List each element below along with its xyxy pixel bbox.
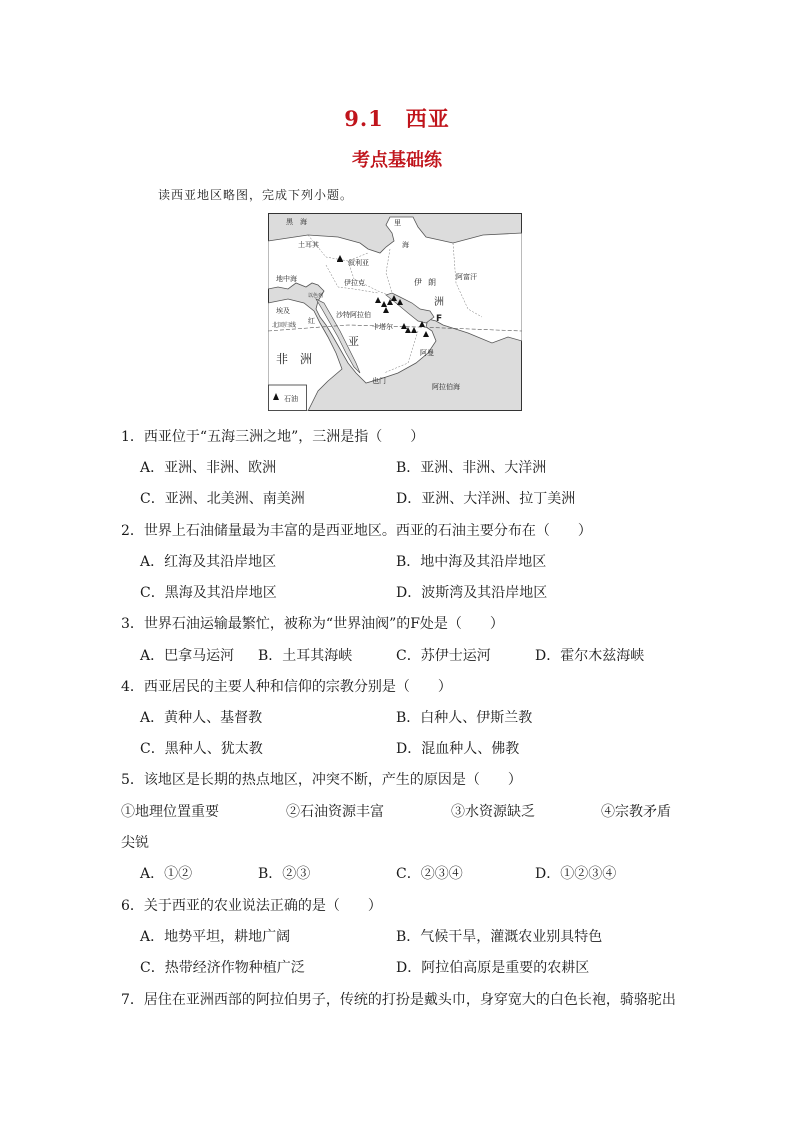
q3-option-c[interactable]: C．苏伊士运河 — [396, 648, 491, 664]
q5-item-4-cont: 尖锐 — [121, 835, 149, 851]
question-2: 2．世界上石油储量最为丰富的是西亚地区。西亚的石油主要分布在（ ） — [121, 523, 592, 539]
label-iraq: 伊拉克 — [344, 279, 365, 287]
label-arabian-sea: 阿拉伯海 — [432, 383, 460, 391]
q5-item-1: ①地理位置重要 — [121, 804, 219, 820]
q5-item-3: ③水资源缺乏 — [451, 804, 535, 820]
page-title: 9.1 西亚 — [344, 106, 450, 131]
question-7: 7．居住在亚洲西部的阿拉伯男子，传统的打扮是戴头巾，身穿宽大的白色长袍，骑骆驼出 — [121, 992, 676, 1008]
q6-option-d[interactable]: D．阿拉伯高原是重要的农耕区 — [396, 960, 590, 976]
q5-item-2: ②石油资源丰富 — [286, 804, 384, 820]
label-caspian: 里 — [394, 219, 401, 227]
map-legend — [269, 385, 307, 411]
q1-option-a[interactable]: A．亚洲、非洲、欧洲 — [140, 460, 277, 476]
q5-option-d[interactable]: D．①②③④ — [535, 866, 617, 882]
label-iran1: 伊 — [414, 278, 422, 287]
intro-text: 读西亚地区略图，完成下列小题。 — [158, 188, 354, 202]
label-red-sea: 红 — [308, 317, 315, 325]
label-iran2: 朗 — [428, 278, 436, 287]
label-tropic: 北回归线 — [272, 322, 297, 329]
question-6: 6．关于西亚的农业说法正确的是（ ） — [121, 898, 382, 914]
q2-option-c[interactable]: C．黑海及其沿岸地区 — [140, 585, 277, 601]
label-black-sea: 黑 海 — [286, 218, 307, 226]
label-asia-small: 洲 — [434, 297, 444, 308]
question-1: 1．西亚位于“五海三洲之地”，三洲是指（ ） — [121, 429, 425, 445]
q4-option-d[interactable]: D．混血种人、佛教 — [396, 741, 520, 757]
page-subtitle: 考点基础练 — [352, 150, 442, 171]
q6-option-a[interactable]: A．地势平坦，耕地广阔 — [140, 929, 291, 945]
label-syria: 叙利亚 — [348, 259, 369, 267]
label-mediterranean: 地中海 — [276, 275, 297, 283]
q5-item-4: ④宗教矛盾 — [601, 804, 671, 820]
label-egypt: 埃及 — [276, 307, 290, 315]
q3-option-d[interactable]: D．霍尔木兹海峡 — [535, 648, 645, 664]
q2-option-b[interactable]: B．地中海及其沿岸地区 — [396, 554, 547, 570]
q6-option-b[interactable]: B．气候干旱，灌溉农业别具特色 — [396, 929, 603, 945]
q4-option-b[interactable]: B．白种人、伊斯兰教 — [396, 710, 533, 726]
question-4: 4．西亚居民的主要人种和信仰的宗教分别是（ ） — [121, 679, 452, 695]
label-asia-big: 亚 — [348, 335, 359, 348]
q3-option-a[interactable]: A．巴拿马运河 — [140, 648, 235, 664]
q6-option-c[interactable]: C．热带经济作物种植广泛 — [140, 960, 305, 976]
q2-option-d[interactable]: D．波斯湾及其沿岸地区 — [396, 585, 548, 601]
label-caspian2: 海 — [402, 241, 409, 249]
label-saudi: 沙特阿拉伯 — [336, 311, 371, 319]
q1-option-d[interactable]: D．亚洲、大洋洲、拉丁美洲 — [396, 491, 576, 507]
q4-option-c[interactable]: C．黑种人、犹太教 — [140, 741, 263, 757]
q5-option-b[interactable]: B．②③ — [258, 866, 311, 882]
west-asia-map — [268, 213, 522, 411]
label-afghanistan: 阿富汗 — [456, 273, 477, 281]
q1-option-b[interactable]: B．亚洲、非洲、大洋洲 — [396, 460, 547, 476]
label-f: F — [436, 314, 443, 324]
q2-option-a[interactable]: A．红海及其沿岸地区 — [140, 554, 277, 570]
q3-option-b[interactable]: B．土耳其海峡 — [258, 648, 353, 664]
label-turkey: 土耳其 — [298, 241, 319, 249]
label-africa: 非 洲 — [276, 352, 313, 366]
label-qatar: 卡塔尔 — [372, 323, 393, 331]
q1-option-c[interactable]: C．亚洲、北美洲、南美洲 — [140, 491, 305, 507]
q4-option-a[interactable]: A．黄种人、基督教 — [140, 710, 263, 726]
legend-label: 石油 — [284, 395, 298, 403]
question-5: 5．该地区是长期的热点地区，冲突不断，产生的原因是（ ） — [121, 772, 522, 788]
label-yemen: 也门 — [372, 377, 386, 385]
q5-option-c[interactable]: C．②③④ — [396, 866, 463, 882]
label-israel: 以色列 — [308, 293, 324, 299]
label-oman: 阿曼 — [420, 349, 434, 357]
question-3: 3．世界石油运输最繁忙，被称为“世界油阀”的F处是（ ） — [121, 616, 504, 632]
q5-option-a[interactable]: A．①② — [140, 866, 193, 882]
